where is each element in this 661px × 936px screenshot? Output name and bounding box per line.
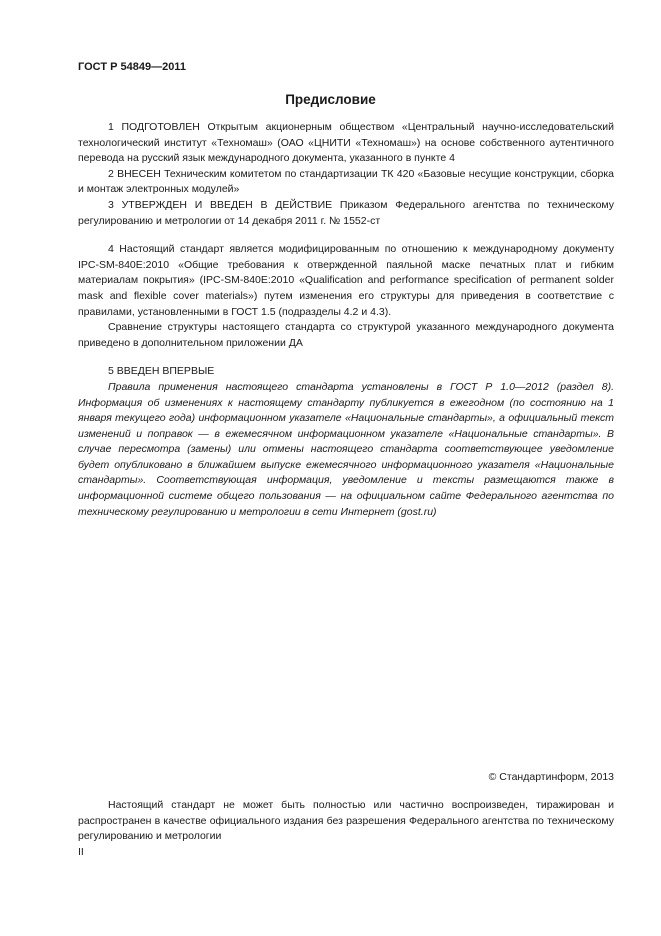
page-number: II bbox=[78, 846, 84, 858]
section-1-prepared: 1 ПОДГОТОВЛЕН Открытым акционерным обществом «Центральный научно-исследовательский технологический институт «Техномаш» (ОАО «ЦНИТИ «Техномаш») на основе собственного аутентичного перевода на русский язык международного документа, указанного в пункте 4 bbox=[78, 121, 614, 165]
section-4-modified: 4 Настоящий стандарт является модифицированным по отношению к международному документу IPC-SM-840E:2010 «Общие требования к отвержденной паяльной маске печатных плат и гибким материалам покрытия» (IPC-SM-840E:2010 «Qualification and performance specification of permanent solder mask and flexible cover materials») путем изменения его структуры для приведения в соответствие с правилами, установленными в ГОСТ 1.5 (подразделы 4.2 и 4.3). bbox=[78, 243, 614, 318]
copyright-notice: © Стандартинформ, 2013 bbox=[488, 771, 614, 783]
section-3-approved: 3 УТВЕРЖДЕН И ВВЕДЕН В ДЕЙСТВИЕ Приказом Федерального агентства по техническому регулированию и метрологии от 14 декабря 2011 г. № 1552-ст bbox=[78, 198, 614, 227]
foreword-body bbox=[78, 120, 614, 520]
reproduction-notice: Настоящий стандарт не может быть полностью или частично воспроизведен, тиражирован и распространен в качестве официального издания без разрешения Федерального агентства по техническому регулированию и метрологии bbox=[78, 799, 614, 843]
application-rules: Правила применения настоящего стандарта установлены в ГОСТ Р 1.0—2012 (раздел 8). Информация об изменениях к настоящему стандарту публикуется в ежегодном (по состоянию на 1 января текущего года) информационном указателе «Национальные стандарты», а официальный текст изменений и поправок — в ежемесячном информационном указателе «Национальные стандарты». В случае пересмотра (замены) или отмены настоящего стандарта соответствующее уведомление будет опубликовано в ближайшем выпуске ежемесячного информационного указателя «Национальные стандарты». Соответствующая информация, уведомление и тексты размещаются также в информационной системе общего пользования — на официальном сайте Федерального агентства по техническому регулированию и метрологии в сети Интернет (gost.ru) bbox=[78, 380, 614, 518]
section-5-introduced: 5 ВВЕДЕН ВПЕРВЫЕ bbox=[108, 365, 215, 378]
document-code: ГОСТ Р 54849—2011 bbox=[78, 61, 186, 73]
page-title: Предисловие bbox=[285, 92, 376, 107]
section-4-comparison: Сравнение структуры настоящего стандарта со структурой указанного международного документа приведено в дополнительном приложении ДА bbox=[78, 321, 614, 349]
section-2-submitted: 2 ВНЕСЕН Техническим комитетом по стандартизации ТК 420 «Базовые несущие конструкции, сборка и монтаж электронных модулей» bbox=[78, 167, 614, 196]
